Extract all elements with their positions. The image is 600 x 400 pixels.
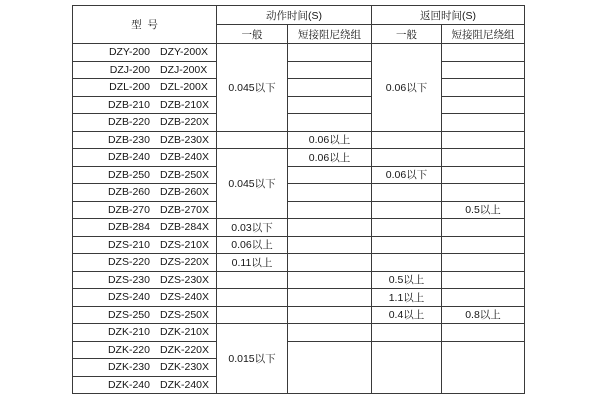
model-label-pair (73, 344, 216, 356)
model-label-pair (73, 186, 216, 198)
action-time-general-cell: 0.045以下 (217, 44, 288, 132)
action-time-general-cell: 0.015以下 (217, 324, 288, 394)
model-label: DZB-210X (159, 98, 210, 111)
action-time-damped-cell (288, 44, 372, 62)
return-time-damped-cell (442, 149, 525, 167)
header-return-general: 一般 (372, 25, 442, 44)
action-time-general-cell: 0.06以上 (217, 236, 288, 254)
action-time-general-cell: 0.045以下 (217, 149, 288, 219)
table-row (73, 61, 525, 79)
model-cell (73, 114, 217, 132)
model-cell (73, 324, 217, 342)
action-time-damped-cell (288, 201, 372, 219)
model-label-pair (73, 326, 216, 338)
model-label: DZK-240X (159, 378, 210, 391)
model-label: DZY-200X (160, 46, 209, 59)
model-cell (73, 289, 217, 307)
action-time-damped-cell (288, 184, 372, 202)
model-label-pair (73, 81, 216, 93)
action-time-damped-cell (288, 306, 372, 324)
model-label: DZB-240X (159, 151, 210, 164)
model-label-pair (73, 274, 216, 286)
table-row (73, 184, 525, 202)
header-model: 型 号 (73, 6, 217, 44)
model-label: DZB-220X (159, 116, 210, 129)
table-row (73, 219, 525, 237)
return-time-damped-cell (442, 61, 525, 79)
table-row (73, 114, 525, 132)
table-row (73, 271, 525, 289)
model-label-pair (73, 116, 216, 128)
header-return-time: 返回时间(S) (372, 6, 525, 25)
return-time-general-cell: 0.06以下 (372, 166, 442, 184)
model-label: DZB-270 (107, 203, 150, 216)
model-label-pair (73, 64, 216, 76)
model-label: DZJ-200 (109, 63, 150, 76)
model-cell (73, 61, 217, 79)
action-time-general-cell (217, 271, 288, 289)
model-cell (73, 131, 217, 149)
action-time-damped-cell (288, 96, 372, 114)
table-row (73, 254, 525, 272)
return-time-damped-cell (442, 131, 525, 149)
return-time-damped-cell (442, 236, 525, 254)
action-time-damped-cell (288, 236, 372, 254)
table-row (73, 149, 525, 167)
model-label: DZK-240 (107, 378, 150, 391)
return-time-damped-cell (442, 166, 525, 184)
action-time-general-cell: 0.11以上 (217, 254, 288, 272)
table-row (73, 79, 525, 97)
action-time-damped-cell (288, 271, 372, 289)
table-row (73, 201, 525, 219)
model-label: DZB-240 (107, 151, 150, 164)
model-label-pair (73, 379, 216, 391)
return-time-damped-cell: 0.5以上 (442, 201, 525, 219)
model-label: DZB-230 (107, 133, 150, 146)
action-time-damped-cell (288, 219, 372, 237)
table-row (73, 341, 525, 359)
table-row (73, 236, 525, 254)
table-row (73, 324, 525, 342)
table-row (73, 44, 525, 62)
action-time-general-cell (217, 289, 288, 307)
return-time-damped-cell (442, 324, 525, 342)
model-label: DZK-220 (107, 343, 150, 356)
model-label-pair (73, 204, 216, 216)
model-label: DZL-200X (160, 81, 208, 94)
table-row (73, 306, 525, 324)
model-label: DZK-230 (107, 361, 150, 374)
model-cell (73, 254, 217, 272)
model-label: DZB-230X (159, 133, 210, 146)
model-cell (73, 341, 217, 359)
model-label: DZB-250 (107, 168, 150, 181)
action-time-damped-cell (288, 341, 372, 394)
action-time-damped-cell (288, 79, 372, 97)
model-label: DZB-284 (107, 221, 150, 234)
model-cell (73, 271, 217, 289)
model-label: DZS-240 (107, 291, 150, 304)
table-row (73, 131, 525, 149)
return-time-general-cell (372, 219, 442, 237)
header-action-general: 一般 (217, 25, 288, 44)
model-label: DZS-210X (159, 238, 210, 251)
header-action-damped: 短接阻尼绕组 (288, 25, 372, 44)
model-label: DZY-200 (108, 46, 150, 59)
model-label: DZK-210X (159, 326, 210, 339)
action-time-general-cell (217, 306, 288, 324)
model-label-pair (73, 361, 216, 373)
model-label-pair (73, 221, 216, 233)
return-time-damped-cell (442, 341, 525, 394)
return-time-damped-cell (442, 114, 525, 132)
model-label: DZK-210 (107, 326, 150, 339)
return-time-damped-cell (442, 184, 525, 202)
model-label-pair (73, 99, 216, 111)
spec-table (72, 5, 525, 394)
action-time-damped-cell (288, 166, 372, 184)
action-time-damped-cell (288, 289, 372, 307)
table-header (73, 6, 525, 44)
model-label: DZK-220X (159, 343, 210, 356)
model-label: DZS-210 (107, 238, 150, 251)
model-label-pair (73, 309, 216, 321)
model-label: DZS-230X (159, 273, 210, 286)
return-time-damped-cell (442, 79, 525, 97)
model-cell (73, 44, 217, 62)
return-time-damped-cell (442, 219, 525, 237)
model-label: DZS-220 (107, 256, 150, 269)
table-row (73, 289, 525, 307)
model-label-pair (73, 169, 216, 181)
model-label: DZS-250 (107, 308, 150, 321)
action-time-general-cell: 0.03以下 (217, 219, 288, 237)
header-row-1 (73, 6, 525, 25)
action-time-damped-cell (288, 114, 372, 132)
return-time-general-cell (372, 324, 442, 342)
return-time-general-cell (372, 149, 442, 167)
model-cell (73, 166, 217, 184)
model-label-pair (73, 46, 216, 58)
model-label: DZS-240X (159, 291, 210, 304)
model-label: DZB-260 (107, 186, 150, 199)
return-time-general-cell (372, 201, 442, 219)
model-cell (73, 79, 217, 97)
model-cell (73, 359, 217, 377)
return-time-damped-cell: 0.8以上 (442, 306, 525, 324)
action-time-damped-cell (288, 254, 372, 272)
header-return-damped: 短接阻尼绕组 (442, 25, 525, 44)
model-label-pair (73, 151, 216, 163)
model-cell (73, 219, 217, 237)
return-time-general-cell: 1.1以上 (372, 289, 442, 307)
return-time-general-cell: 0.4以上 (372, 306, 442, 324)
model-cell (73, 184, 217, 202)
action-time-damped-cell (288, 61, 372, 79)
model-label-pair (73, 256, 216, 268)
model-label: DZB-284X (159, 221, 210, 234)
return-time-general-cell (372, 341, 442, 394)
header-action-time: 动作时间(S) (217, 6, 372, 25)
model-label: DZB-250X (159, 168, 210, 181)
model-label: DZK-230X (159, 361, 210, 374)
model-label: DZS-250X (159, 308, 210, 321)
table-body (73, 44, 525, 394)
model-label-pair (73, 134, 216, 146)
model-label: DZS-230 (107, 273, 150, 286)
return-time-general-cell (372, 184, 442, 202)
return-time-damped-cell (442, 289, 525, 307)
return-time-general-cell (372, 236, 442, 254)
model-label: DZJ-200X (160, 63, 208, 76)
return-time-damped-cell (442, 271, 525, 289)
model-label-pair (73, 291, 216, 303)
model-label-pair (73, 239, 216, 251)
action-time-damped-cell: 0.06以上 (288, 149, 372, 167)
model-cell (73, 236, 217, 254)
action-time-general-cell (217, 131, 288, 149)
action-time-damped-cell: 0.06以上 (288, 131, 372, 149)
return-time-general-cell (372, 131, 442, 149)
model-label: DZL-200 (109, 81, 150, 94)
table-row (73, 96, 525, 114)
model-label: DZB-260X (159, 186, 210, 199)
model-cell (73, 306, 217, 324)
model-label: DZB-220 (107, 116, 150, 129)
model-cell (73, 201, 217, 219)
return-time-general-cell: 0.06以下 (372, 44, 442, 132)
model-label: DZB-270X (159, 203, 210, 216)
return-time-damped-cell (442, 44, 525, 62)
model-label: DZS-220X (159, 256, 210, 269)
return-time-damped-cell (442, 96, 525, 114)
model-label: DZB-210 (107, 98, 150, 111)
model-cell (73, 96, 217, 114)
action-time-damped-cell (288, 324, 372, 342)
return-time-general-cell (372, 254, 442, 272)
return-time-general-cell: 0.5以上 (372, 271, 442, 289)
model-cell (73, 149, 217, 167)
return-time-damped-cell (442, 254, 525, 272)
table-row (73, 166, 525, 184)
model-cell (73, 376, 217, 394)
